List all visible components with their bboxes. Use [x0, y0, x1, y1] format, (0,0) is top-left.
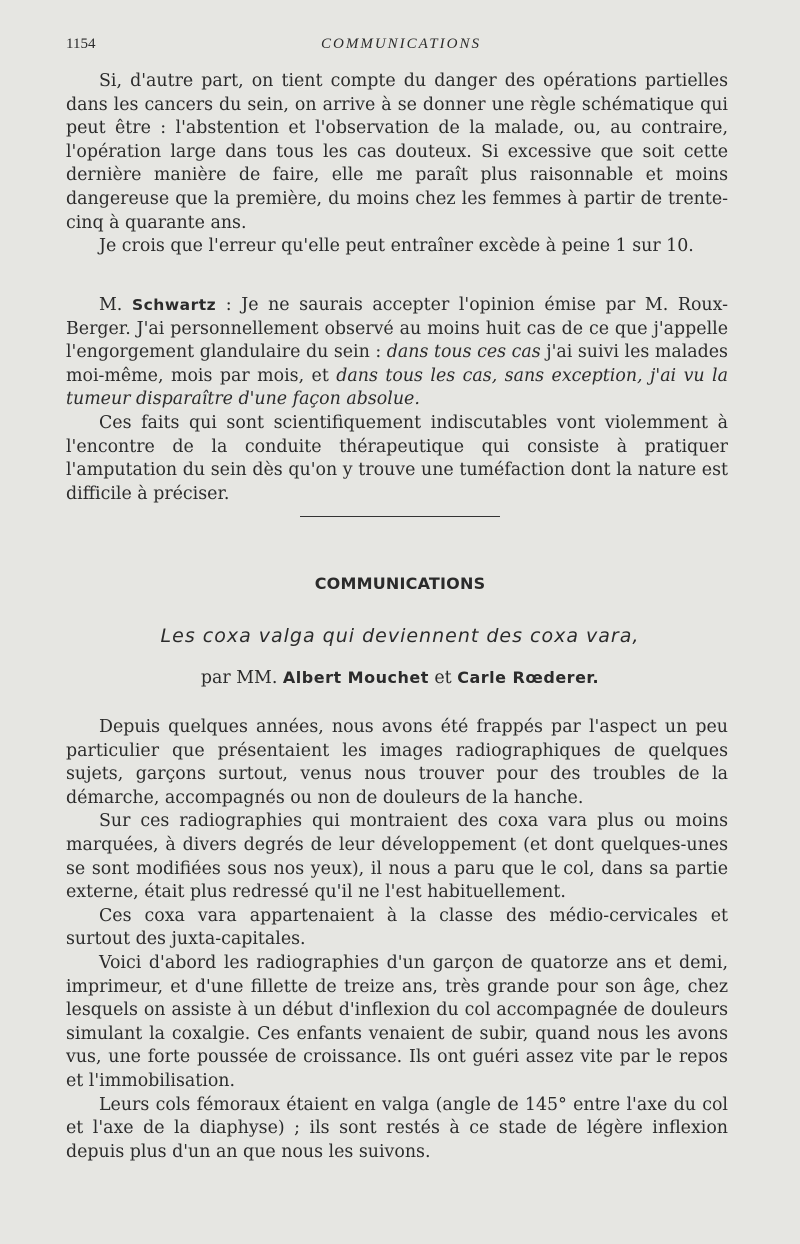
paragraph: Voici d'abord les radiographies d'un garçon de quatorze ans et demi, imprimeur, et d'une fillette de treize ans, très grande pour son âge, chez lesquels on assiste à un début d'inflexion du col accompagnée de douleurs simulant la coxalgie. Ces enfants venaient de subir, quand nous les avons vus, une forte poussée de croissance. Ils ont guéri assez vite par le repos et l'immobilisation. — [66, 952, 728, 1091]
authors-prefix: par MM. — [200, 668, 283, 688]
title-prefix: M. — [99, 295, 132, 315]
previous-discussion-text — [66, 70, 728, 259]
paragraph: Ces faits qui sont scientifiquement indiscutables vont violemment à l'encontre de la conduite thérapeutique qui consiste à pratiquer l'amputation du sein dès qu'on y trouve une tuméfaction dont la nature est difficile à préciser. — [66, 412, 728, 504]
paragraph: Ces coxa vara appartenaient à la classe des médio-cervicales et surtout des juxta-capitales. — [66, 905, 728, 950]
paragraph: Depuis quelques années, nous avons été frappés par l'aspect un peu particulier que présentaient les images radiographiques de quelques sujets, garçons surtout, venus nous trouver pour des troubles de la démarche, accompagnés ou non de douleurs de la hanche. — [66, 717, 728, 808]
paragraph — [66, 294, 728, 412]
text-run: : Je ne saurais accepter l'opinion émise par M. Roux-Berger. J'ai personnellement observé au moins huit cas de ce que j'appelle l'engorgement glandulaire du sein : — [66, 295, 728, 363]
section-divider — [300, 516, 500, 517]
italic-text: dans tous ces cas — [386, 342, 541, 363]
running-head: COMMUNICATIONS — [321, 36, 481, 52]
page-number: 1154 — [66, 36, 96, 52]
paragraph: Leurs cols fémoraux étaient en valga (angle de 145° entre l'axe du col et l'axe de la diaphyse) ; ils sont restés à ce stade de légère inflexion depuis plus d'un an que nous les suivons. — [66, 1094, 728, 1162]
paragraph: Sur ces radiographies qui montraient des coxa vara plus ou moins marquées, à divers degrés de leur développement (et dont quelques-unes se sont modifiées sous nos yeux), il nous a paru que le col, dans sa partie externe, était plus redressé qu'il ne l'est habituellement. — [66, 811, 728, 903]
article-title: Les coxa valga qui deviennent des coxa vara, — [160, 625, 640, 647]
page-header — [66, 36, 736, 58]
paragraph: Je crois que l'erreur qu'elle peut entraîner excède à peine 1 sur 10. — [99, 236, 694, 257]
article-body — [66, 716, 728, 1164]
paragraph: Si, d'autre part, on tient compte du danger des opérations partielles dans les cancers du sein, on arrive à se donner une règle schématique qui peut être : l'abstention et l'observation de la malade, ou, au contraire, l'opération large dans tous les cas douteux. Si excessive que soit cette dernière manière de faire, elle me paraît plus raisonnable et moins dangereuse que la première, du moins chez les femmes à partir de trente-cinq à quarante ans. — [66, 71, 728, 233]
authors-line — [0, 668, 800, 688]
author-name: Albert Mouchet — [282, 668, 429, 687]
schwartz-remarks — [66, 294, 728, 506]
author-name: Carle Rœderer. — [457, 668, 600, 687]
text-run: j'ai suivi les malades moi-même, mois par mois, et — [66, 342, 728, 386]
speaker-name: Schwartz — [131, 296, 217, 314]
authors-conjunction: et — [428, 668, 458, 688]
section-heading: COMMUNICATIONS — [314, 574, 486, 593]
italic-text: dans tous les cas, sans exception, j'ai vu la tumeur disparaître d'une façon absolue. — [66, 365, 728, 410]
